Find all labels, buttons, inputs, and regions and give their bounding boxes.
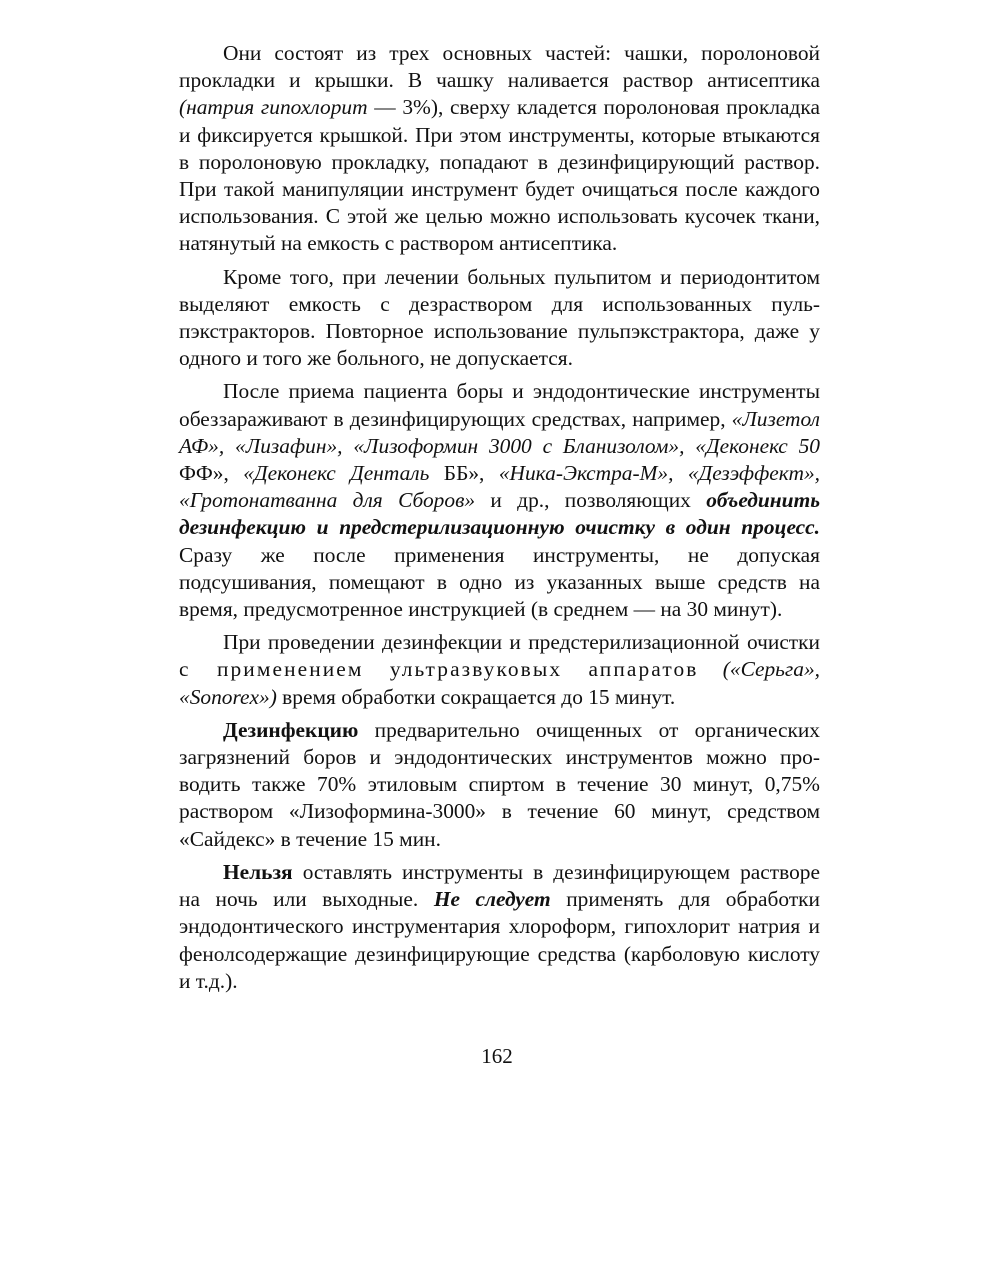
text-run: предварительно очищенных от органических загрязнений боров и эндодонтических инструментов можно проводить также 70% этиловым спиртом в течение 30 минут, 0,75% раствором «Лизоформина-3000» в течение 60 минут, средством «Сайдекс» в течение 15 мин. xyxy=(179,717,820,851)
page-body xyxy=(179,40,820,995)
text-run: ББ», xyxy=(429,461,499,486)
paragraph-5 xyxy=(179,717,820,853)
text-run: При проведении дезинфекции и предстерилизационной очистки xyxy=(223,630,820,655)
text-run: — 3%), сверху кладется поролоновая прокладка и фиксируется крышкой. При этом инструменты, которые втыкаются в поролоновую прокладку, попадают в дезинфицирующий раствор. При такой манипуляции инструмент будет очищаться после каждого использования. С этой же целью можно использовать кусочек ткани, натянутый на емкость с раствором антисептика. xyxy=(179,95,820,256)
text-run: Кроме того, при лечении больных пульпитом и периодонтитом выделяют емкость с дезраствором для использованных пульпэкстракторов. Повторное использование пульпэкстрактора, даже у одного и того же больного, не допускается. xyxy=(179,264,820,371)
paragraph-3 xyxy=(179,378,820,623)
paragraph-1 xyxy=(179,40,820,258)
text-run: Они состоят из трех основных частей: чашки, поролоновой прокладки и крышки. В чашку наливается раствор антисептика xyxy=(179,41,820,93)
paragraph-4 xyxy=(179,629,820,711)
bold-italic-run: объединить дезинфекцию и предстерилизационную очистку в один процесс. xyxy=(179,488,820,540)
text-run: время обработки сокращается до 15 минут. xyxy=(276,684,676,709)
spaced-run: с применением ультразвуковых аппаратов xyxy=(179,657,699,682)
text-run: оставлять инструменты в дезинфицирующем растворе на ночь или выходные. xyxy=(179,859,820,912)
italic-run: «Ника-Экстра-М», «Дезэффект», «Гротонатванна для Сборов» xyxy=(179,461,820,513)
italic-run: («Серьга», «Sonorex») xyxy=(179,657,820,709)
paragraph-6 xyxy=(179,859,820,995)
text-run: После приема пациента боры и эндодонтические инструменты обеззараживают в дезинфицирующих средствах, например, xyxy=(179,379,820,431)
italic-run: (натрия гипохлорит xyxy=(179,95,368,120)
italic-run: «Лизетол АФ», «Лизафин», «Лизоформин 3000 с Бланизолом», «Деконекс 50 xyxy=(179,406,820,458)
paragraph-2 xyxy=(179,264,820,373)
bold-italic-run: Не следует xyxy=(433,887,551,912)
page-number: 162 xyxy=(481,1044,513,1068)
italic-run: «Деконекс Денталь xyxy=(243,461,430,486)
bold-run: Дезинфекцию xyxy=(223,717,359,742)
text-run: Сразу же после применения инструменты, не допуская подсушивания, помещают в одно из указанных выше средств на время, предусмотренное инструкцией (в среднем — на 30 минут). xyxy=(179,542,820,622)
text-run: ФФ», xyxy=(179,461,244,486)
text-run: и др., позволяющих xyxy=(475,488,707,513)
bold-run: Нельзя xyxy=(223,859,293,884)
text-run: применять для обработки эндодонтического инструментария хлороформ, гипохлорит натрия и фенолсодержащие дезинфицирующие средства (карболовую кислоту и т.д.). xyxy=(179,887,821,993)
